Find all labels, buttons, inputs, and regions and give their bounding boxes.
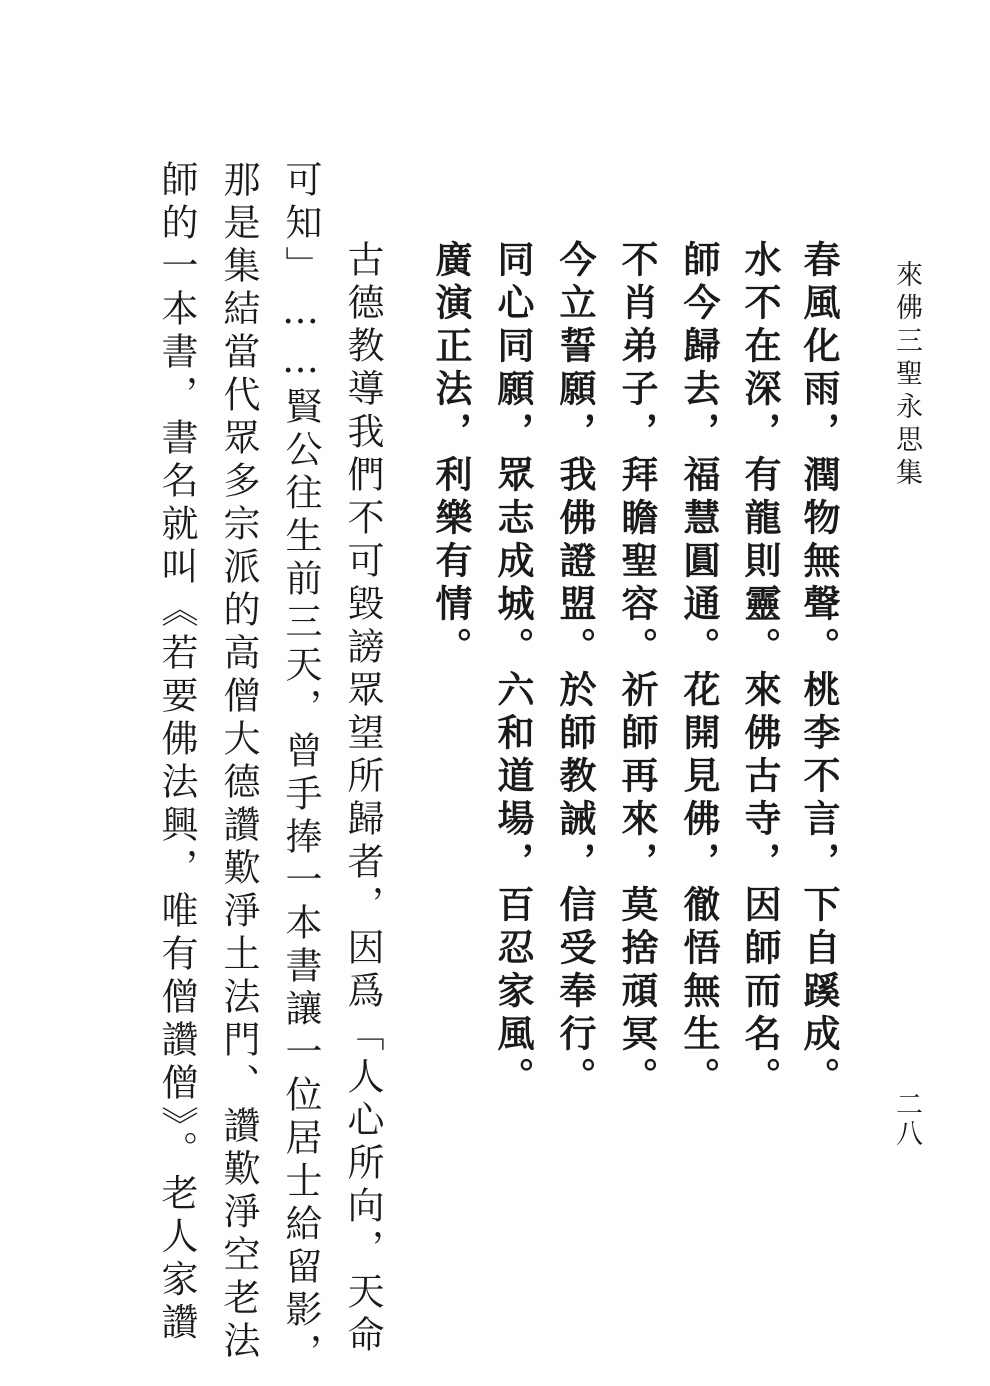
page-number: 二八	[891, 1090, 922, 1148]
prose-line-4: 師的一本書，書名就叫《若要佛法興，唯有僧讚僧》。老人家讚	[155, 160, 198, 1346]
poem-line-6: 同心同願，眾志成城。六和道場，百忍家風。	[491, 240, 534, 1100]
prose-line-2: 可知」……賢公往生前三天，曾手捧一本書讓一位居士給留影，	[279, 160, 322, 1376]
poem-line-7: 廣演正法，利樂有情。	[429, 240, 472, 670]
prose-line-1: 古德教導我們不可毀謗眾望所歸者，因爲「人心所向，天命	[341, 240, 384, 1358]
poem-line-4: 不肖弟子，拜瞻聖容。祈師再來，莫捨頑冥。	[615, 240, 658, 1100]
poem-line-5: 今立誓願，我佛證盟。於師教誡，信受奉行。	[553, 240, 596, 1100]
prose-line-3: 那是集結當代眾多宗派的高僧大德讚歎淨土法門、讚歎淨空老法	[217, 160, 260, 1364]
poem-line-3: 師今歸去，福慧圓通。花開見佛，徹悟無生。	[677, 240, 720, 1100]
running-header-book-title: 來佛三聖永思集	[891, 260, 922, 491]
poem-line-2: 水不在深，有龍則靈。來佛古寺，因師而名。	[738, 240, 781, 1100]
poem-line-1: 春風化雨，潤物無聲。桃李不言，下自蹊成。	[797, 240, 840, 1100]
